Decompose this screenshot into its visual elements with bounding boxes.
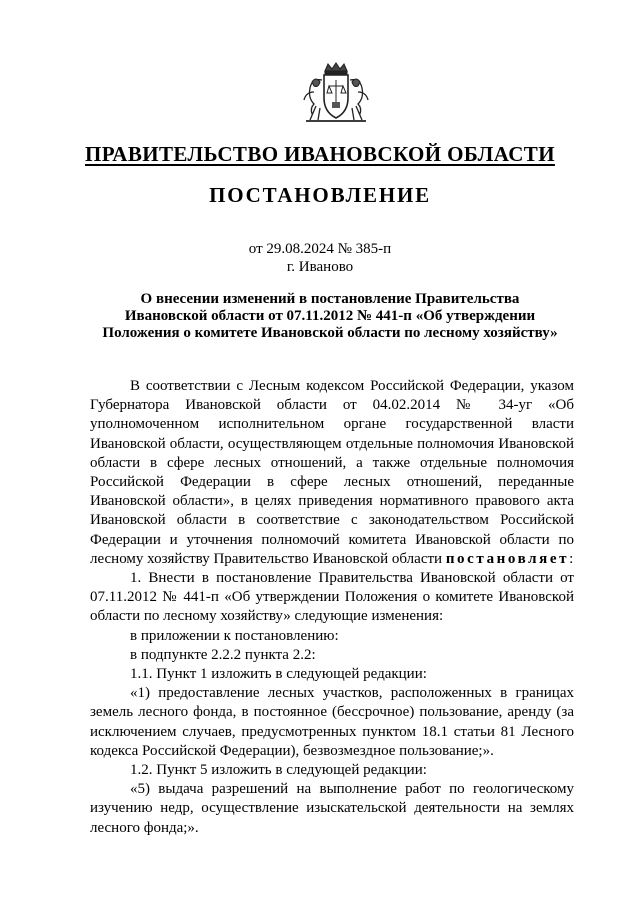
document-date-number: от 29.08.2024 № 385-п bbox=[248, 241, 392, 257]
preamble-text: В соответствии с Лесным кодексом Российской Федерации, указом Губернатора Ивановской области от 04.02.2014 № 34-уг «Об уполномоченном исполнительном органе государственной власти Ивановской области, осуществляющем отдельные полномочия Ивановской области в сфере лесных отношений, а также отдельные полномочия Российской Федерации в сфере лесных отношений, переданные Ивановской области», в целях приведения нормативного правового акта Ивановской области в соответствие с законодательством Российской Федерации и уточнения полномочий комитета Ивановской области по лесному хозяйству Правительство Ивановской области bbox=[90, 378, 574, 567]
government-title: ПРАВИТЕЛЬСТВО ИВАНОВСКОЙ ОБЛАСТИ bbox=[85, 142, 555, 166]
decree-word: постановляет bbox=[445, 550, 570, 567]
decree-colon: : bbox=[569, 550, 574, 567]
document-type: ПОСТАНОВЛЕНИЕ bbox=[209, 183, 431, 207]
item-1-2-paragraph: 1.2. Пункт 5 изложить в следующей редакции: bbox=[130, 762, 427, 779]
subject-line-3: Положения о комитете Ивановской области по лесному хозяйству» bbox=[102, 325, 558, 341]
coat-of-arms-emblem bbox=[298, 62, 374, 124]
quote-2-paragraph: «5) выдача разрешений на выполнение работ по геологическому изучению недр, осуществление изыскательской деятельности на землях лесного фонда;». bbox=[90, 781, 574, 836]
document-city: г. Иваново bbox=[286, 259, 354, 275]
item-1-paragraph: 1. Внести в постановление Правительства Ивановской области от 07.11.2012 № 441-п «Об утверждении Положения о комитете Ивановской области по лесному хозяйству» следующие изменения: bbox=[90, 570, 574, 625]
document-date-block bbox=[0, 240, 640, 276]
preamble-paragraph bbox=[90, 377, 574, 569]
document-body bbox=[90, 377, 574, 838]
subject-line-2: Ивановской области от 07.11.2012 № 441-п «Об утверждении bbox=[124, 308, 536, 324]
subitem-paragraph: в подпункте 2.2.2 пункта 2.2: bbox=[130, 646, 316, 663]
quote-1-paragraph: «1) предоставление лесных участков, расположенных в границах земель лесного фонда, в постоянное (бессрочное) пользование, аренду (за исключением случаев, предусмотренных пунктом 18.1 статьи 81 Лесного кодекса Российской Федерации), безвозмездное пользование;». bbox=[90, 685, 574, 759]
document-subject bbox=[90, 291, 570, 342]
item-1-1-paragraph: 1.1. Пункт 1 изложить в следующей редакции: bbox=[130, 666, 427, 683]
subject-line-1: О внесении изменений в постановление Правительства bbox=[140, 291, 520, 307]
appendix-paragraph: в приложении к постановлению: bbox=[130, 627, 339, 644]
